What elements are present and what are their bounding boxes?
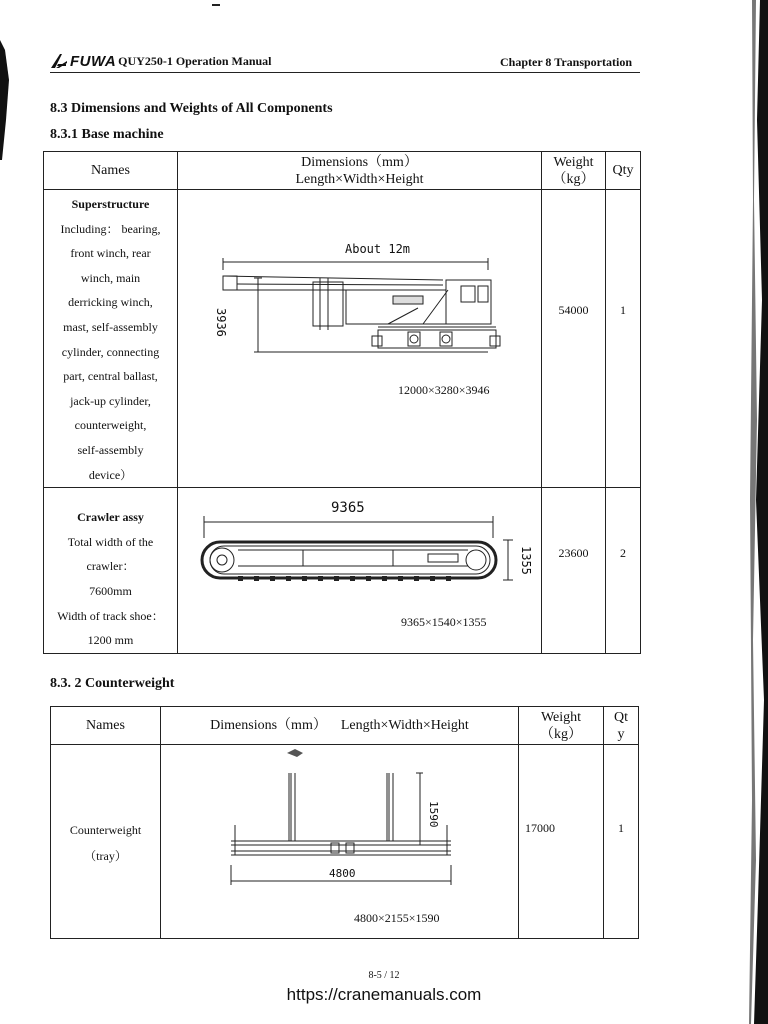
col-header-qty-line2: y	[617, 726, 625, 742]
weight-cell	[542, 488, 606, 654]
row-name-line: （tray）	[84, 849, 127, 863]
weight-cell	[519, 745, 604, 939]
weight-cell	[542, 190, 606, 488]
row-name-line: front winch, rear	[70, 246, 151, 261]
row-name-line: 7600mm	[89, 583, 132, 598]
col-header-weight	[542, 152, 606, 190]
col-header-dimensions: Dimensions（mm） Length×Width×Height	[161, 707, 519, 745]
qty-cell	[606, 488, 641, 654]
qty-cell	[606, 190, 641, 488]
col-header-weight-line2: （kg）	[552, 171, 595, 187]
subsection-counterweight: 8.3. 2 Counterweight	[50, 676, 175, 691]
subsection-base-machine: 8.3.1 Base machine	[50, 127, 164, 142]
scan-edge-shadow	[730, 0, 768, 1024]
dimensions-value: 4800×2155×1590	[354, 911, 440, 925]
brand-logo	[50, 52, 272, 70]
row-drawing-counterweight	[161, 745, 519, 939]
row-name-title: Superstructure	[71, 197, 150, 211]
table-row	[44, 488, 641, 654]
row-name-line: jack-up cylinder,	[70, 393, 151, 408]
base-machine-table	[43, 151, 641, 654]
dimensions-value: 12000×3280×3946	[398, 383, 490, 397]
weight-value: 54000	[558, 303, 589, 317]
page-number: 8-5 / 12	[368, 970, 400, 981]
section-title: 8.3 Dimensions and Weights of All Components	[50, 101, 333, 116]
row-name-line: Width of track shoe：	[57, 608, 164, 623]
qty-value: 2	[620, 546, 626, 561]
col-header-qty: Qty	[606, 152, 641, 190]
row-name-line: mast, self-assembly	[63, 319, 158, 334]
chapter-title: Chapter 8 Transportation	[499, 55, 632, 69]
drawing-length-label: 9365	[331, 500, 365, 517]
weight-value: 23600	[558, 546, 589, 561]
col-header-weight	[519, 707, 604, 745]
scan-left-mark	[0, 40, 12, 160]
brand-name: FUWA	[70, 52, 117, 70]
row-name-line: part, central ballast,	[63, 369, 158, 384]
row-name-line: Including： bearing,	[60, 221, 161, 236]
drawing-height-label: 1355	[519, 546, 533, 576]
row-name-line: counterweight,	[74, 418, 147, 433]
page-header	[50, 52, 640, 73]
col-header-dimensions	[178, 152, 542, 190]
col-header-qty-line1: Qt	[614, 709, 628, 725]
qty-value: 1	[620, 303, 626, 317]
row-name-line: derricking winch,	[68, 295, 153, 310]
col-header-dimensions-line2: Length×Width×Height	[295, 171, 424, 187]
drawing-height-label: 1590	[427, 801, 440, 828]
row-name-line: Counterweight	[69, 823, 142, 837]
row-name-line: 1200 mm	[87, 633, 134, 648]
table-row	[44, 190, 641, 488]
counterweight-drawing	[161, 745, 519, 938]
fuwa-logo-icon	[50, 53, 68, 69]
superstructure-drawing	[178, 190, 542, 478]
row-name-line: self-assembly	[77, 442, 144, 457]
row-name-title: Crawler assy	[77, 510, 144, 525]
qty-cell	[604, 745, 639, 939]
dimensions-value: 9365×1540×1355	[401, 615, 487, 630]
weight-value: 17000	[525, 821, 555, 835]
col-header-qty	[604, 707, 639, 745]
row-name-line: cylinder, connecting	[61, 344, 160, 359]
col-header-dimensions-line1: Dimensions（mm）	[301, 154, 418, 170]
counterweight-table	[50, 706, 639, 939]
table-header-row	[51, 707, 639, 745]
table-row	[51, 745, 639, 939]
col-header-weight-line2: （kg）	[540, 726, 582, 742]
row-name-line: winch, main	[80, 270, 141, 285]
source-url[interactable]: https://cranemanuals.com	[286, 985, 482, 1004]
drawing-height-label: 3936	[214, 308, 228, 337]
qty-value: 1	[618, 821, 624, 835]
row-name-crawler	[44, 488, 178, 654]
col-header-weight-line1: Weight	[553, 154, 594, 170]
manual-title: QUY250-1 Operation Manual	[118, 53, 272, 68]
row-name-line: crawler：	[86, 559, 135, 574]
drawing-length-label: About 12m	[345, 242, 411, 256]
row-name-superstructure	[44, 190, 178, 488]
col-header-names: Names	[51, 707, 161, 745]
row-name-counterweight	[51, 745, 161, 939]
row-drawing-crawler	[178, 488, 542, 654]
table-header-row	[44, 152, 641, 190]
row-name-line: Total width of the	[67, 534, 154, 549]
drawing-length-label: 4800	[329, 867, 356, 880]
row-name-line: device）	[88, 467, 133, 482]
row-drawing-superstructure	[178, 190, 542, 488]
col-header-weight-line1: Weight	[540, 709, 582, 725]
col-header-names: Names	[44, 152, 178, 190]
scan-dash	[212, 4, 220, 6]
